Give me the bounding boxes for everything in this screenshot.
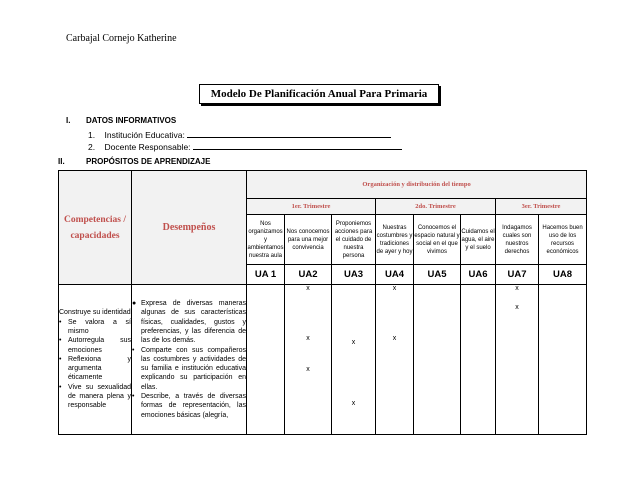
actividad-6: Cuidamos el agua, el aire y el suelo <box>461 215 496 265</box>
field-number: 2. <box>88 142 96 152</box>
mark-x: x <box>306 366 310 373</box>
actividad-3: Proponiemos acciones para el cuidado de nuestra persona <box>332 215 376 265</box>
competencia-cell <box>59 285 132 435</box>
trimestre-3-header: 3er. Trimestre <box>496 199 587 215</box>
section-1-heading: DATOS INFORMATIVOS <box>86 116 177 125</box>
field-blank-line[interactable] <box>187 129 391 138</box>
mark-x: x <box>351 400 356 407</box>
ua-1-marks <box>247 285 285 435</box>
bullet-icon: • <box>132 346 135 354</box>
bullet-icon: • <box>59 337 62 345</box>
bullet-icon: • <box>59 318 62 326</box>
desempenos-header: Desempeños <box>162 222 216 233</box>
capacidad-item: • Autorregula sus emociones <box>59 337 131 354</box>
mark-x: x <box>515 304 519 311</box>
ua-2: UA2 <box>285 265 332 285</box>
field-label: Institución Educativa: <box>104 130 185 140</box>
field-blank-line[interactable] <box>193 141 402 150</box>
desempenos-header-cell <box>132 171 247 285</box>
ua-8-marks <box>539 285 587 435</box>
ua-4-marks <box>376 285 414 435</box>
ua-6: UA6 <box>461 265 496 285</box>
ua-2-marks <box>285 285 332 435</box>
mark-x: x <box>392 335 397 342</box>
competencias-header-cell <box>59 171 132 285</box>
field-institucion <box>88 129 391 140</box>
desempeno-item: • Comparte con sus compañeros las costumbres y actividades de su familia e institución educativa explicando su participación en ellas. <box>132 346 246 391</box>
bullet-icon: • <box>59 355 62 363</box>
desempenos-cell <box>132 285 247 435</box>
mark-x: x <box>392 285 397 292</box>
ua-3: UA3 <box>332 265 376 285</box>
mark-x: x <box>515 285 519 292</box>
bullet-icon: • <box>59 383 62 391</box>
ua-5-marks <box>414 285 461 435</box>
ua-4: UA4 <box>376 265 414 285</box>
capacidad-item: • Se valora a sí mismo <box>59 318 131 335</box>
ua-8: UA8 <box>539 265 587 285</box>
capacidad-item: • Vive su sexualidad de manera plena y responsable <box>59 383 131 410</box>
actividad-8: Hacemos buen uso de los recursos económicos <box>539 215 587 265</box>
actividad-1: Nos organizamos y ambientamos nuestra aula <box>247 215 285 265</box>
trimestre-1-header: 1er. Trimestre <box>247 199 376 215</box>
trimestre-2-header: 2do. Trimestre <box>376 199 496 215</box>
competencia-title: Construye su identidad <box>59 309 131 317</box>
planning-table <box>58 170 587 435</box>
mark-x: x <box>306 285 310 292</box>
mark-x: x <box>306 335 310 342</box>
actividad-2: Nos conocemos para una mejor convivencia <box>285 215 332 265</box>
author-name: Carbajal Cornejo Katherine <box>66 33 177 44</box>
actividad-5: Conocemos el espacio natural y social en el que vivimos <box>414 215 461 265</box>
bullet-icon: • <box>132 393 135 401</box>
ua-6-marks <box>461 285 496 435</box>
ua-1: UA 1 <box>247 265 285 285</box>
section-2-numeral: II. <box>58 157 65 166</box>
ua-7: UA7 <box>496 265 539 285</box>
desempeno-item: • Describe, a través de diversas formas de representación, las emociones básicas (alegría, <box>132 393 246 419</box>
actividad-7: Indagamos cuales son nuestros derechos <box>496 215 539 265</box>
field-docente <box>88 141 402 152</box>
section-2-heading: PROPÓSITOS DE APRENDIZAJE <box>86 157 211 166</box>
capacidad-item: • Reflexiona y argumenta éticamente <box>59 355 131 382</box>
bullet-icon: ● <box>132 300 137 308</box>
desempeno-item: ● Expresa de diversas maneras algunas de sus características físicas, cualidades, gustos y preferencias, y las diferencia de las de los demás. <box>132 300 246 345</box>
field-label: Docente Responsable: <box>104 142 191 152</box>
actividad-4: Nuestras costumbres y tradiciones de ayer y hoy <box>376 215 414 265</box>
document-title: Modelo De Planificación Anual Para Primaria <box>199 84 439 104</box>
section-1-numeral: I. <box>66 116 71 125</box>
competencias-header: Competencias / capacidades <box>63 214 126 241</box>
ua-7-marks <box>496 285 539 435</box>
field-number: 1. <box>88 130 96 140</box>
mark-x: x <box>351 339 356 346</box>
ua-5: UA5 <box>414 265 461 285</box>
organizacion-header: Organización y distribución del tiempo <box>247 171 587 199</box>
ua-3-marks <box>332 285 376 435</box>
